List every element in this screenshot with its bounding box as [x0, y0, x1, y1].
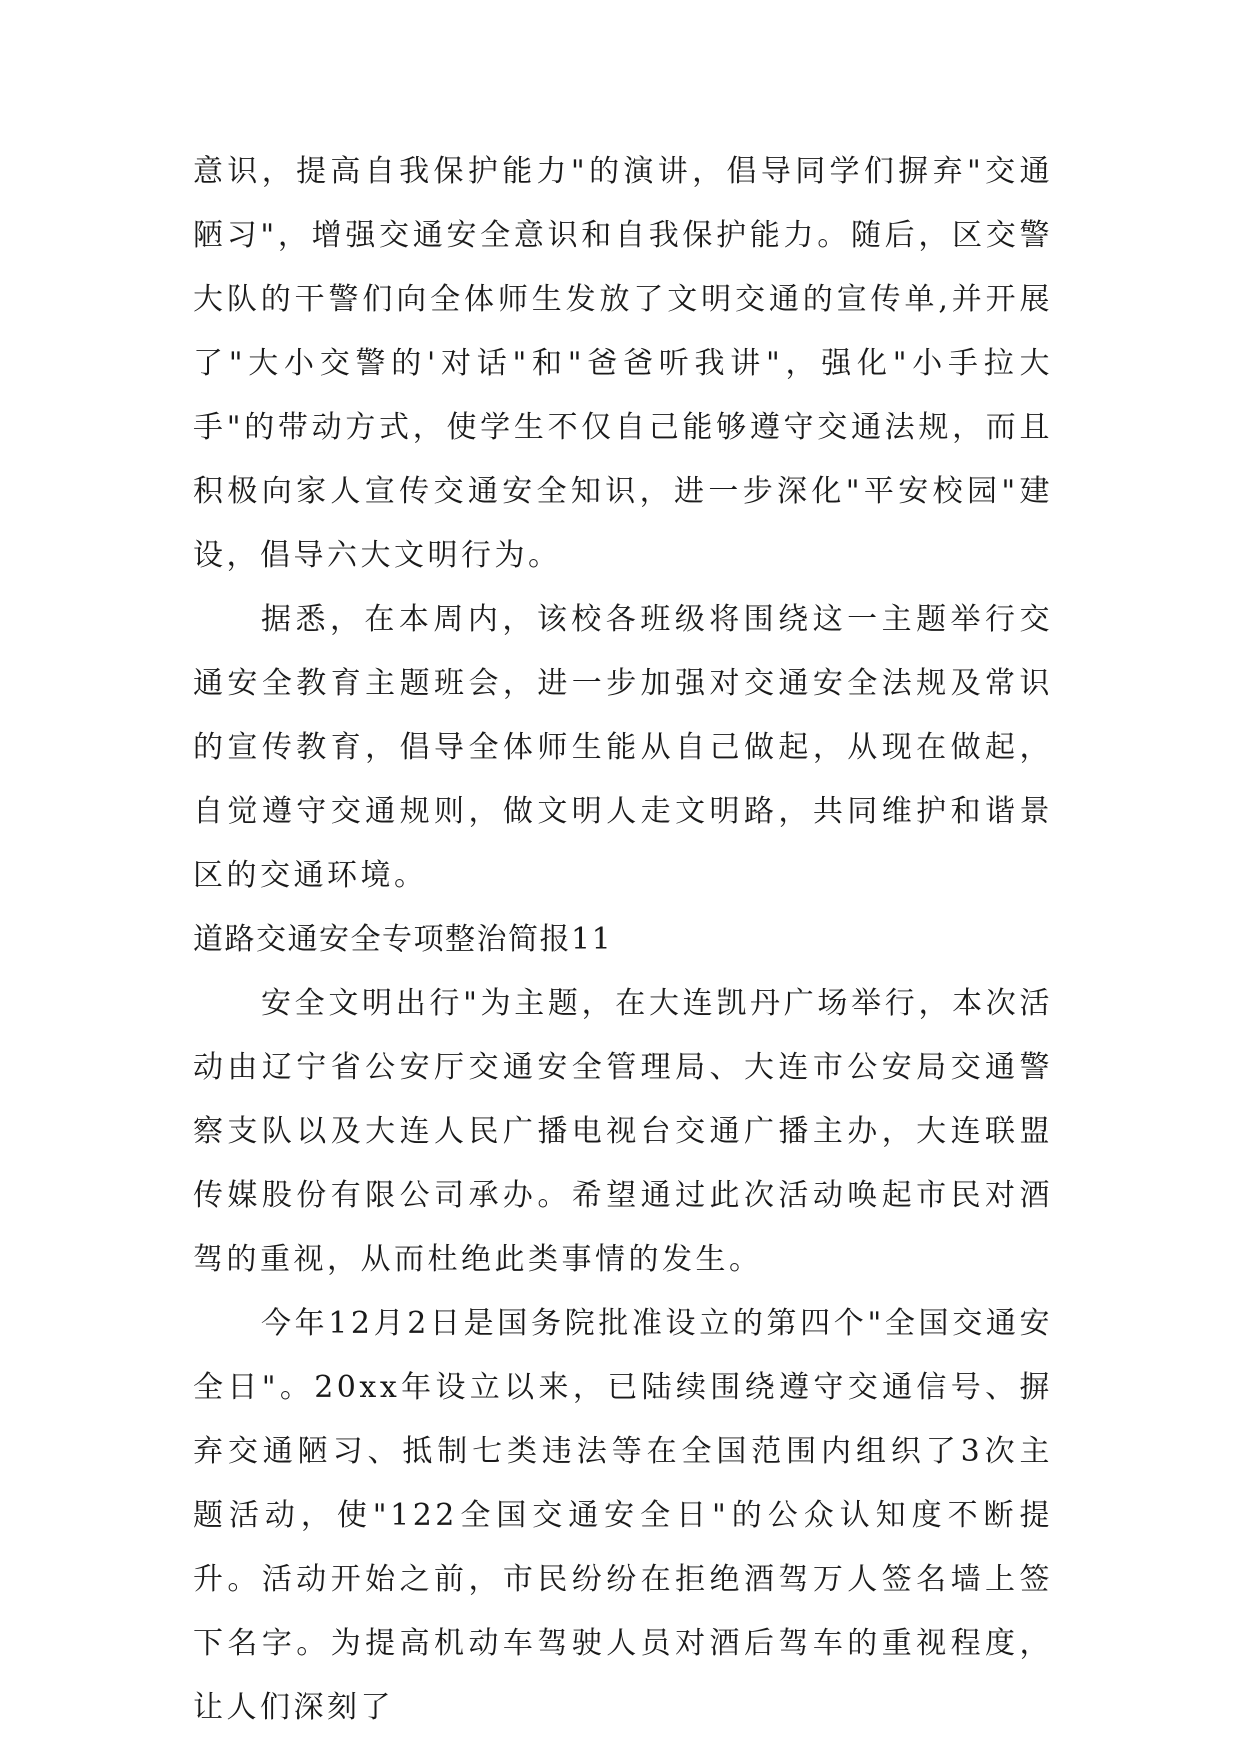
document-page	[193, 140, 1053, 1740]
paragraph-traffic-speech: 意识，提高自我保护能力"的演讲，倡导同学们摒弃"交通陋习"，增强交通安全意识和自我保护能力。随后，区交警大队的干警们向全体师生发放了文明交通的宣传单,并开展了"大小交警的'对话"和"爸爸听我讲"，强化"小手拉大手"的带动方式，使学生不仅自己能够遵守交通法规，而且积极向家人宣传交通安全知识，进一步深化"平安校园"建设，倡导六大文明行为。	[193, 154, 1053, 573]
section-heading: 道路交通安全专项整治简报11	[193, 922, 613, 957]
paragraph-national-safety-day: 今年12月2日是国务院批准设立的第四个"全国交通安全日"。20xx年设立以来，已陆续围绕遵守交通信号、摒弃交通陋习、抵制七类违法等在全国范围内组织了3次主题活动，使"122全国交通安全日"的公众认知度不断提升。活动开始之前，市民纷纷在拒绝酒驾万人签名墙上签下名字。为提高机动车驾驶人员对酒后驾车的重视程度，让人们深刻了	[193, 1306, 1053, 1725]
paragraph-class-meeting: 据悉，在本周内，该校各班级将围绕这一主题举行交通安全教育主题班会，进一步加强对交通安全法规及常识的宣传教育，倡导全体师生能从自己做起，从现在做起，自觉遵守交通规则，做文明人走文明路，共同维护和谐景区的交通环境。	[193, 602, 1053, 893]
paragraph-dalian-event: 安全文明出行"为主题，在大连凯丹广场举行，本次活动由辽宁省公安厅交通安全管理局、大连市公安局交通警察支队以及大连人民广播电视台交通广播主办，大连联盟传媒股份有限公司承办。希望通过此次活动唤起市民对酒驾的重视，从而杜绝此类事情的发生。	[193, 986, 1053, 1277]
